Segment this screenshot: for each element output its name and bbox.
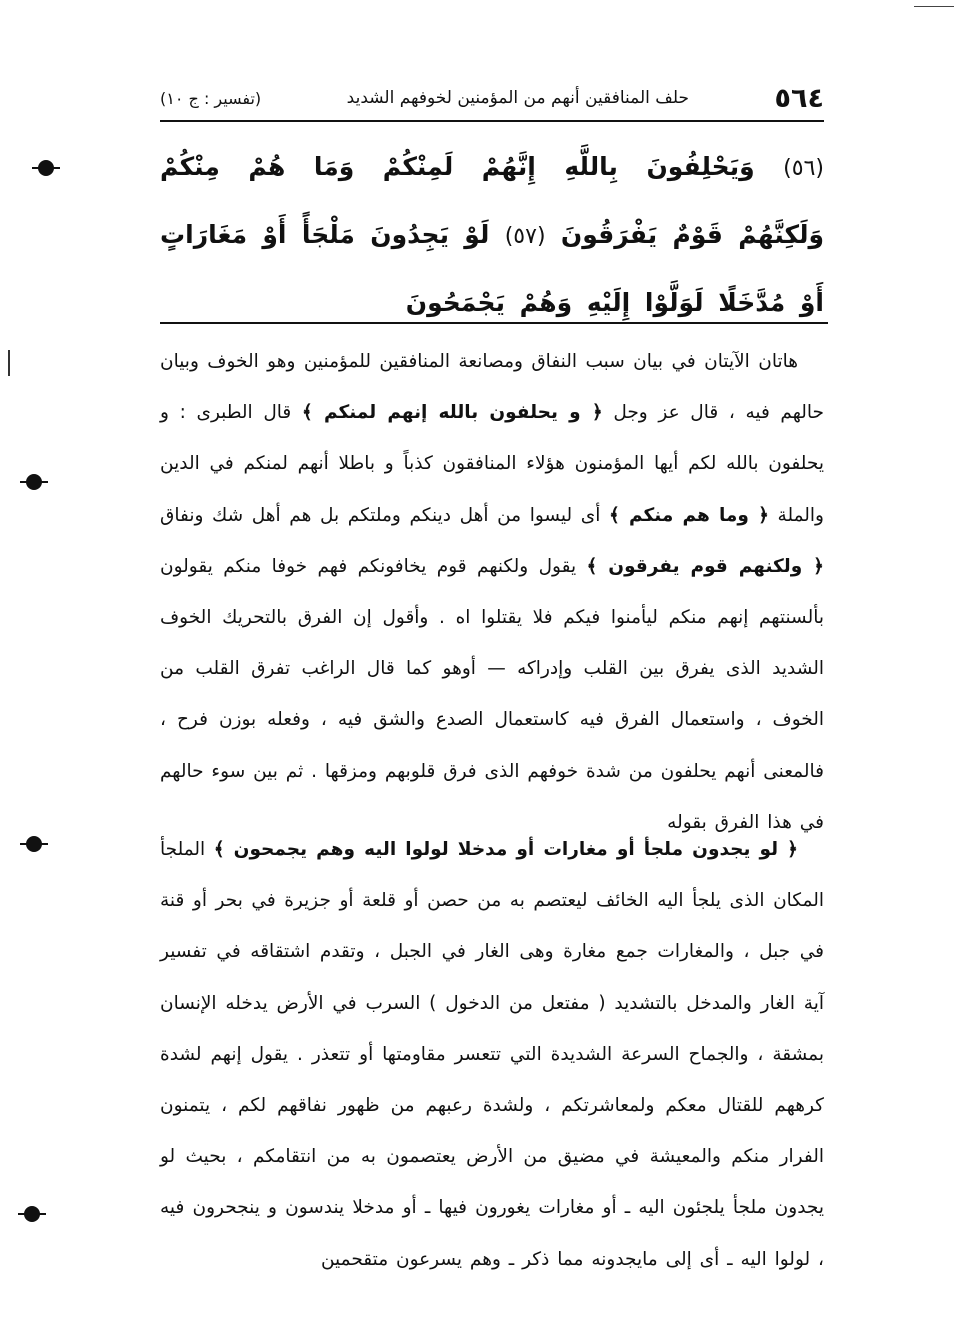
running-title: حلف المنافقين أنهم من المؤمنين لخوفهم الشديد	[346, 88, 689, 108]
verse-text: لَوْ يَجِدُونَ مَلْجَأً أَوْ مَغَارَاتٍ أَوْ مُدَّخَلًا لَوَلَّوْا إِلَيْهِ وَهُمْ يَجْمَحُونَ	[160, 220, 824, 317]
verses-rule	[160, 322, 828, 324]
commentary-paragraph	[160, 336, 824, 848]
verse-number: (٥٦)	[783, 156, 824, 181]
binding-hole-mark	[38, 160, 54, 176]
page-number: ٥٦٤	[774, 82, 824, 114]
binding-hole-mark	[24, 1206, 40, 1222]
commentary-text: قال الطبرى : و يحلفون بالله لكم أيها المؤمنون هؤلاء المنافقون كذباً و باطلا أنهم لمنكم في الدين والملة	[160, 402, 824, 526]
commentary-text: يقول ولكنهم قوم يخافونكم فهم خوفا منكم يقولون بألسنتهم إنهم منكم ليأمنوا فيكم فلا يقتلوا اه . وأقول إن الفرق بالتحريك الخوف الشديد الذى يفرق بين القلب وإدراكه — أوهو كما قال الراغب تفرق القلب من الخوف ، واستعمال الفرق فيه كاستعمال الصدع والشق فيه ، وفعله بوزن فرح ، فالمعنى أنهم يحلفون من شدة خوفهم الذى فرق قلوبهم ومزقها . ثم بين سوء حالهم في هذا الفرق بقوله	[160, 555, 824, 833]
quran-verses	[160, 134, 824, 336]
verse-quote: ﴿ وما هم منكم ﴾	[609, 504, 769, 526]
header-rule	[160, 120, 824, 122]
verse-quote: ﴿ لو يجدون ملجأ أو مغارات أو مدخلا لولوا اليه وهم يجمحون ﴾	[213, 839, 798, 860]
commentary-paragraph	[160, 824, 824, 1285]
verse-number: (٥٧)	[504, 224, 546, 249]
binding-hole-mark	[26, 836, 42, 852]
commentary-text: أى ليسوا من أهل دينكم وملتكم بل هم أهل شك ونفاق	[160, 504, 601, 526]
scan-corner-mark	[914, 6, 954, 7]
page-header	[160, 80, 824, 116]
commentary-text: الملجأ المكان الذى يلجأ اليه الخائف ليعتصم به من حصن أو قلعة أو جزيرة في بحر أو قنة في جبل ، والمغارات جمع مغارة وهى الغار في الجبل ، وتقدم اشتقاقه في تفسير آية الغار والمدخل بالتشديد ( مفتعل من الدخول ) السرب في الأرض يدخله الإنسان بمشقة ، والجماح السرعة الشديدة التي تتعسر مقاومتها أو تتعذر . يقول إنهم لشدة كرههم للقتال معكم ولمعاشرتكم ، ولشدة رعبهم من ظهور نفاقهم لكم ، يتمنون الفرار منكم والمعيشة في مضيق من الأرض يعتصمون به من انتقامكم ، بحيث لو يجدون ملجأ يلجئون اليه ـ أو مغارات يغورون فيها ـ أو مدخلا يندسون و ينجحرون فيه ، لولوا اليه ـ أى إلى مايجدونه مما ذكر ـ وهم يسرعون متقحمين	[160, 839, 824, 1270]
scan-edge-mark	[8, 350, 10, 376]
verse-text: وَيَحْلِفُونَ بِاللَّهِ إِنَّهُمْ لَمِنْكُمْ وَمَا هُمْ مِنْكُمْ وَلَكِنَّهُمْ قَوْمٌ يَفْرَقُونَ	[160, 152, 824, 249]
verse-quote: ﴿ ولكنهم قوم يفرقون ﴾	[586, 555, 824, 577]
binding-hole-mark	[26, 474, 42, 490]
verse-quote: ﴿ و يحلفون بالله إنهم لمنكم ﴾	[301, 402, 603, 424]
commentary-text: هاتان الآيتان في بيان سبب النفاق ومصانعة المنافقين للمؤمنين وهو الخوف وبيان حالهم فيه ، قال عز وجل	[160, 351, 824, 424]
volume-reference: (تفسير : ج ١٠)	[160, 88, 262, 108]
